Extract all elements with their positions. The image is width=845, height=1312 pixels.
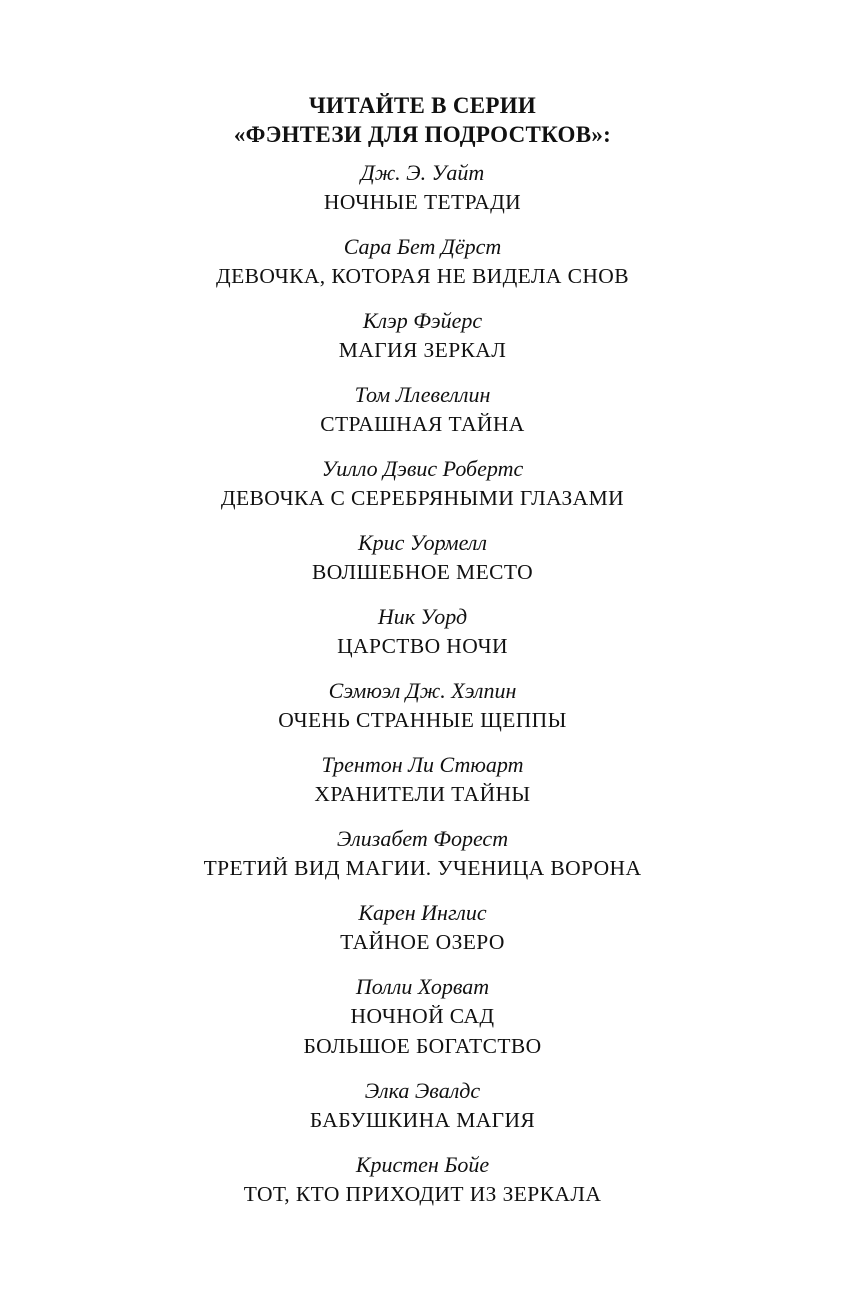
series-heading-line-1: ЧИТАЙТЕ В СЕРИИ: [308, 93, 537, 118]
book-title: ДЕВОЧКА, КОТОРАЯ НЕ ВИДЕЛА СНОВ: [216, 264, 629, 288]
book-author: Элизабет Форест: [336, 826, 509, 851]
book-list: [0, 159, 845, 1209]
book-title: ТОТ, КТО ПРИХОДИТ ИЗ ЗЕРКАЛА: [243, 1182, 602, 1206]
book-title: ТРЕТИЙ ВИД МАГИИ. УЧЕНИЦА ВОРОНА: [203, 856, 642, 880]
series-heading: [0, 0, 845, 149]
book-entry: [0, 381, 845, 439]
book-entry: [0, 233, 845, 291]
book-title: СТРАШНАЯ ТАЙНА: [320, 412, 525, 436]
book-author: Полли Хорват: [355, 974, 490, 999]
series-heading-line-2: «ФЭНТЕЗИ ДЛЯ ПОДРОСТКОВ»:: [233, 122, 612, 147]
book-author: Клэр Фэйерс: [362, 308, 483, 333]
book-title: НОЧНЫЕ ТЕТРАДИ: [323, 190, 522, 214]
book-entry: [0, 751, 845, 809]
book-title: ТАЙНОЕ ОЗЕРО: [340, 930, 505, 954]
book-author: Крис Уормелл: [358, 530, 487, 555]
book-author: Карен Инглис: [358, 900, 487, 925]
book-entry: [0, 455, 845, 513]
book-entry: [0, 603, 845, 661]
book-entry: [0, 1151, 845, 1209]
book-title: ДЕВОЧКА С СЕРЕБРЯНЫМИ ГЛАЗАМИ: [220, 486, 625, 510]
book-entry: [0, 529, 845, 587]
book-title: МАГИЯ ЗЕРКАЛ: [338, 338, 507, 362]
book-title: ВОЛШЕБНОЕ МЕСТО: [311, 560, 534, 584]
book-entry: [0, 899, 845, 957]
book-author: Том Ллевеллин: [354, 382, 491, 407]
book-author: Сэмюэл Дж. Хэлпин: [328, 678, 517, 703]
book-title: ХРАНИТЕЛИ ТАЙНЫ: [314, 782, 531, 806]
book-entry: [0, 1077, 845, 1135]
book-author: Уилло Дэвис Робертс: [321, 456, 524, 481]
book-title: НОЧНОЙ САД: [350, 1004, 495, 1028]
book-author: Кристен Бойе: [355, 1152, 490, 1177]
book-author: Ник Уорд: [377, 604, 468, 629]
book-author: Трентон Ли Стюарт: [321, 752, 524, 777]
book-title: ЦАРСТВО НОЧИ: [337, 634, 508, 658]
book-author: Сара Бет Дёрст: [343, 234, 502, 259]
book-entry: [0, 825, 845, 883]
book-title: ОЧЕНЬ СТРАННЫЕ ЩЕППЫ: [278, 708, 567, 732]
book-entry: [0, 307, 845, 365]
book-author: Дж. Э. Уайт: [360, 160, 485, 185]
book-entry: [0, 159, 845, 217]
book-title: БАБУШКИНА МАГИЯ: [309, 1108, 536, 1132]
book-title: БОЛЬШОЕ БОГАТСТВО: [303, 1034, 542, 1058]
book-entry: [0, 973, 845, 1061]
book-entry: [0, 677, 845, 735]
book-author: Элка Эвалдс: [364, 1078, 481, 1103]
